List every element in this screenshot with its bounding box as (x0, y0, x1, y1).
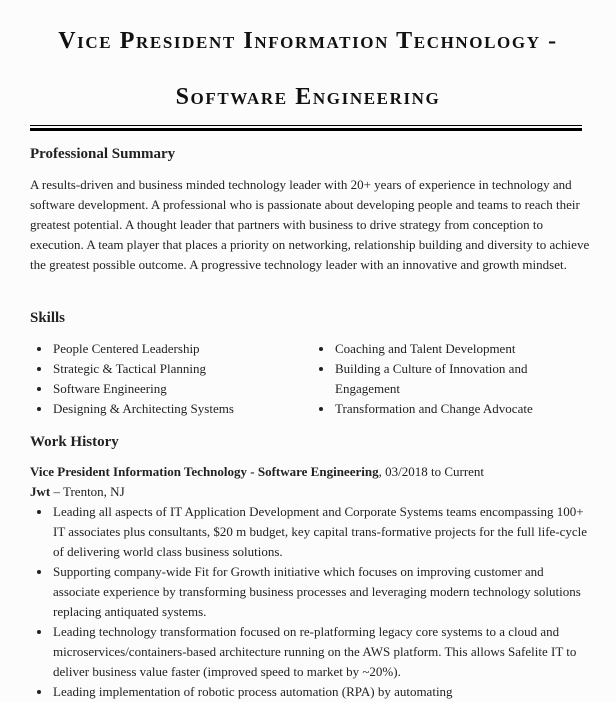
header-divider-thick (30, 128, 582, 131)
job-title-line (30, 462, 484, 482)
skill-label: Strategic & Tactical Planning (53, 361, 207, 376)
bullet-icon (37, 347, 41, 351)
job-dates: , 03/2018 to Current (378, 464, 485, 479)
responsibility-item (30, 622, 590, 682)
skill-label: People Centered Leadership (53, 341, 200, 356)
skill-label: Software Engineering (53, 381, 167, 396)
bullet-icon (319, 367, 323, 371)
bullet-icon (37, 690, 41, 694)
skill-label: Designing & Architecting Systems (53, 401, 234, 416)
work-history-heading: Work History (30, 434, 119, 450)
responsibility-item (30, 682, 590, 702)
resume-title-line-2: Software Engineering (175, 84, 441, 110)
skills-list (30, 339, 590, 419)
skill-item (312, 359, 552, 399)
responsibility-text: Leading all aspects of IT Application Development and Corporate Systems teams encompassing 100+ IT associates plus consultants, $20 m budget, key capital trans-formative projects for the full life-cycle of delivering world class business solutions. (53, 504, 588, 559)
bullet-icon (319, 347, 323, 351)
skill-label: Building a Culture of Innovation and Engagement (335, 361, 528, 396)
responsibility-item (30, 562, 590, 622)
resume-title-line-1: Vice President Information Technology - (58, 28, 558, 54)
job-company-line (30, 482, 125, 502)
skills-heading: Skills (30, 310, 66, 326)
skill-item (30, 379, 312, 399)
job-responsibilities (30, 502, 590, 702)
skill-item (312, 339, 552, 359)
header-divider-thin (30, 125, 582, 126)
skills-column-left (30, 339, 312, 419)
skill-item (30, 339, 312, 359)
job-company: Jwt (30, 484, 51, 499)
skill-label: Transformation and Change Advocate (335, 401, 533, 416)
summary-text: A results-driven and business minded technology leader with 20+ years of experience in technology and software development. A professional who is passionate about developing people and teams to reach their greatest potential. A thought leader that partners with business to drive strategy from conception to execution. A team player that places a priority on networking, relationship building and diversity to achieve the greatest possible outcome. A progressive technology leader with an innovative and growth mindset. (30, 177, 590, 272)
responsibility-text: Supporting company-wide Fit for Growth initiative which focuses on improving customer and associate experience by transforming business processes and leveraging modern technology solutions replacing antiquated systems. (53, 564, 581, 619)
summary-heading: Professional Summary (30, 146, 176, 162)
bullet-icon (37, 407, 41, 411)
skill-label: Coaching and Talent Development (335, 341, 516, 356)
responsibility-item (30, 502, 590, 562)
bullet-icon (37, 510, 41, 514)
job-location: – Trenton, NJ (50, 484, 125, 499)
skill-item (30, 399, 312, 419)
skill-item (312, 399, 552, 419)
responsibility-text: Leading implementation of robotic process automation (RPA) by automating (53, 684, 453, 699)
bullet-icon (37, 367, 41, 371)
responsibility-text: Leading technology transformation focused on re-platforming legacy core systems to a cloud and microservices/containers-based architecture running on the AWS platform. This allows Safelite IT to deliver business value faster (improved speed to market by ~20%). (53, 624, 577, 679)
skill-item (30, 359, 312, 379)
bullet-icon (37, 570, 41, 574)
job-title: Vice President Information Technology - Software Engineering (30, 464, 379, 479)
bullet-icon (37, 387, 41, 391)
skills-column-right (312, 339, 552, 419)
bullet-icon (37, 630, 41, 634)
bullet-icon (319, 407, 323, 411)
